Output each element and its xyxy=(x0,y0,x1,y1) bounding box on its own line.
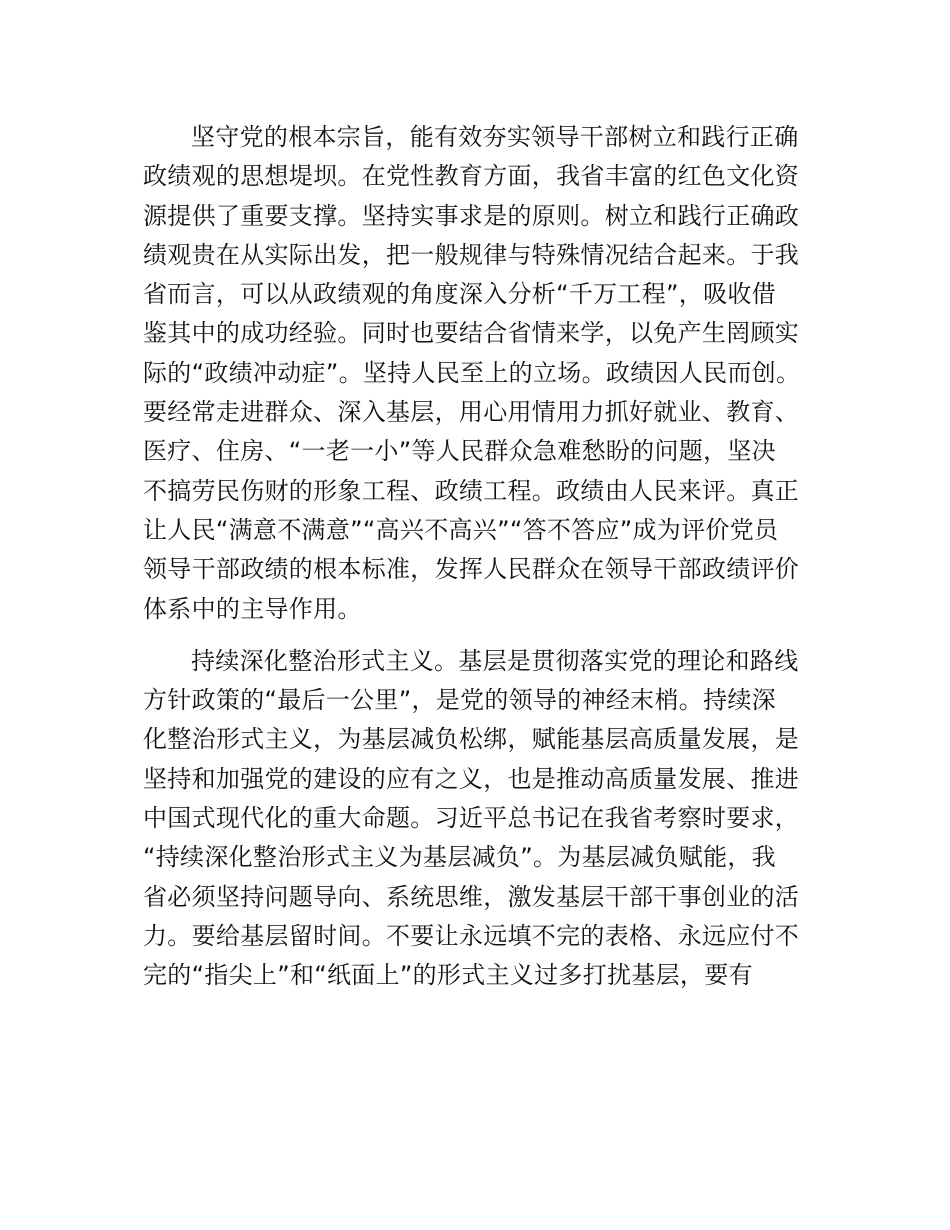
paragraph-1 xyxy=(143,118,823,629)
text-line: 中国式现代化的重大命题。习近平总书记在我省考察时要求， xyxy=(143,804,800,833)
text-line: 完的“指尖上”和“纸面上”的形式主义过多打扰基层，要有 xyxy=(143,961,753,990)
text-line: 不搞劳民伤财的形象工程、政绩工程。政绩由人民来评。真正 xyxy=(143,476,800,505)
text-line: 力。要给基层留时间。不要让永远填不完的表格、永远应付不 xyxy=(143,921,800,950)
text-line: 体系中的主导作用。 xyxy=(143,594,362,623)
text-line: 际的“政绩冲动症”。坚持人民至上的立场。政绩因人民而创。 xyxy=(143,358,801,387)
text-line: 让人民“满意不满意”“高兴不高兴”“答不答应”成为评价党员 xyxy=(143,515,779,544)
text-line: 方针政策的“最后一公里”，是党的领导的神经末梢。持续深 xyxy=(143,686,776,715)
text-line: 持续深化整治形式主义。基层是贯彻落实党的理论和路线 xyxy=(191,646,799,675)
text-line: 要经常走进群众、深入基层，用心用情用力抓好就业、教育、 xyxy=(143,398,800,427)
text-line: “持续深化整治形式主义为基层减负”。为基层减负赋能，我 xyxy=(143,843,776,872)
text-line: 化整治形式主义，为基层减负松绑，赋能基层高质量发展，是 xyxy=(143,725,800,754)
text-line: 领导干部政绩的根本标准，发挥人民群众在领导干部政绩评价 xyxy=(143,555,800,584)
text-line: 坚持和加强党的建设的应有之义，也是推动高质量发展、推进 xyxy=(143,764,800,793)
document-page xyxy=(143,118,823,996)
text-line: 医疗、住房、“一老一小”等人民群众急难愁盼的问题，坚决 xyxy=(143,437,776,466)
text-line: 绩观贵在从实际出发，把一般规律与特殊情况结合起来。于我 xyxy=(143,240,800,269)
text-line: 源提供了重要支撑。坚持实事求是的原则。树立和践行正确政 xyxy=(143,201,800,230)
text-line: 坚守党的根本宗旨，能有效夯实领导干部树立和践行正确 xyxy=(191,123,799,151)
text-line: 鉴其中的成功经验。同时也要结合省情来学，以免产生罔顾实 xyxy=(143,319,800,348)
paragraph-2 xyxy=(143,642,823,996)
text-line: 省而言，可以从政绩观的角度深入分析“千万工程”，吸收借 xyxy=(143,280,776,309)
text-line: 省必须坚持问题导向、系统思维，激发基层干部干事创业的活 xyxy=(143,882,800,911)
text-line: 政绩观的思想堤坝。在党性教育方面，我省丰富的红色文化资 xyxy=(143,162,800,191)
